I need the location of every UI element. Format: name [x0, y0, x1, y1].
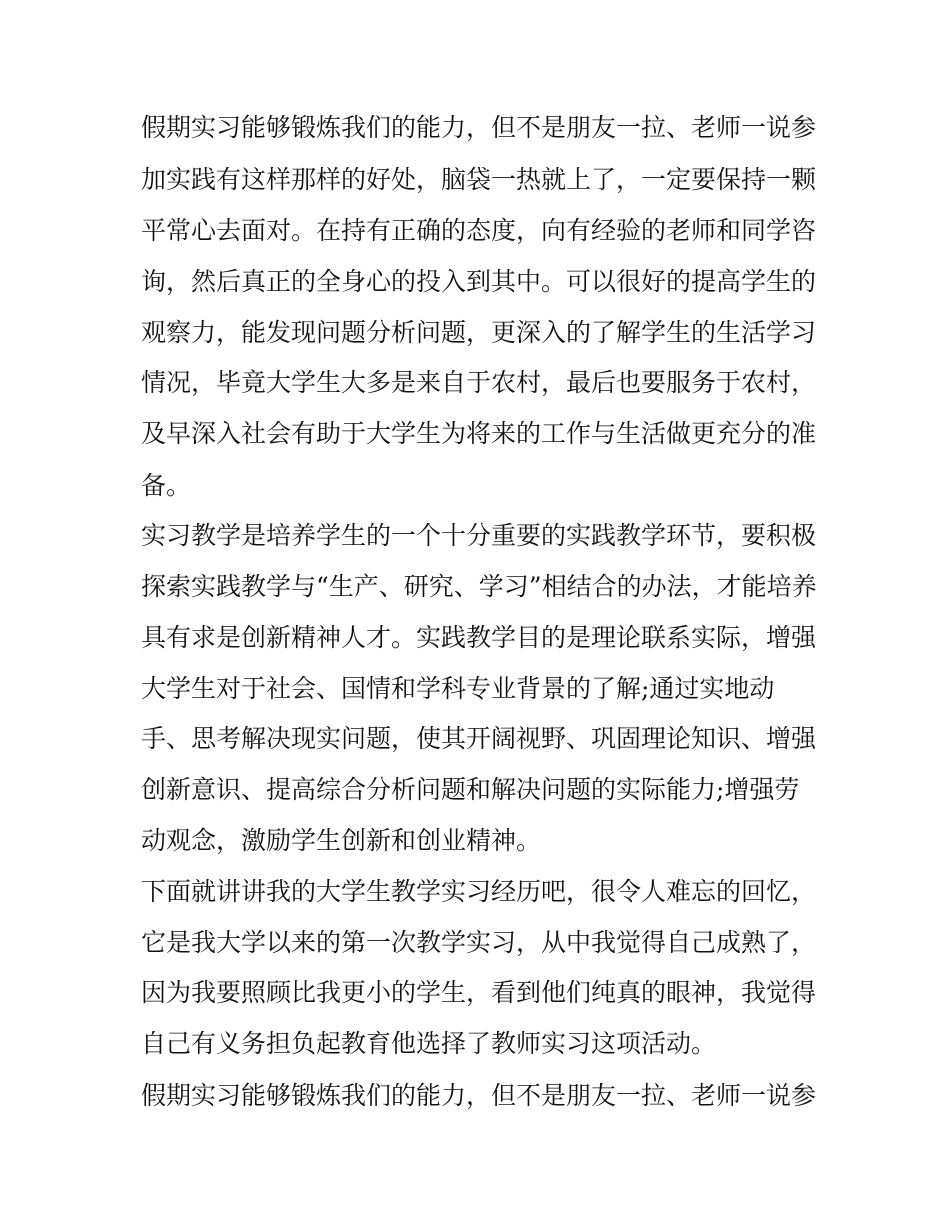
- text-line: 观察力，能发现问题分析问题，更深入的了解学生的生活学习: [141, 318, 817, 347]
- text-line: 假期实习能够锻炼我们的能力，但不是朋友一拉、老师一说参: [141, 113, 817, 142]
- text-line: 询，然后真正的全身心的投入到其中。可以很好的提高学生的: [141, 267, 817, 296]
- text-line: 探索实践教学与“生产、研究、学习”相结合的办法，才能培养: [141, 572, 817, 601]
- text-line: 加实践有这样那样的好处，脑袋一热就上了，一定要保持一颗: [141, 165, 817, 194]
- text-line: 创新意识、提高综合分析问题和解决问题的实际能力;增强劳: [141, 775, 800, 804]
- text-line: 下面就讲讲我的大学生教学实习经历吧，很令人难忘的回忆，: [141, 877, 817, 906]
- text-line: 平常心去面对。在持有正确的态度，向有经验的老师和同学咨: [141, 216, 817, 245]
- text-line: 具有求是创新精神人才。实践教学目的是理论联系实际，增强: [141, 623, 817, 652]
- text-line: 动观念，激励学生创新和创业精神。: [141, 826, 542, 855]
- text-line: 手、思考解决现实问题，使其开阔视野、巩固理论知识、增强: [141, 724, 817, 753]
- text-line: 及早深入社会有助于大学生为将来的工作与生活做更充分的准: [141, 419, 817, 448]
- text-line: 自己有义务担负起教育他选择了教师实习这项活动。: [141, 1029, 717, 1058]
- text-line: 备。: [141, 471, 192, 500]
- text-line: 它是我大学以来的第一次教学实习，从中我觉得自己成熟了，: [141, 928, 817, 957]
- text-line: 假期实习能够锻炼我们的能力，但不是朋友一拉、老师一说参: [141, 1081, 817, 1110]
- text-line: 情况，毕竟大学生大多是来自于农村，最后也要服务于农村，: [141, 368, 817, 397]
- text-line: 因为我要照顾比我更小的学生，看到他们纯真的眼神，我觉得: [141, 978, 817, 1007]
- text-line: 大学生对于社会、国情和学科专业背景的了解;通过实地动: [141, 674, 775, 703]
- text-line: 实习教学是培养学生的一个十分重要的实践教学环节，要积极: [141, 521, 817, 550]
